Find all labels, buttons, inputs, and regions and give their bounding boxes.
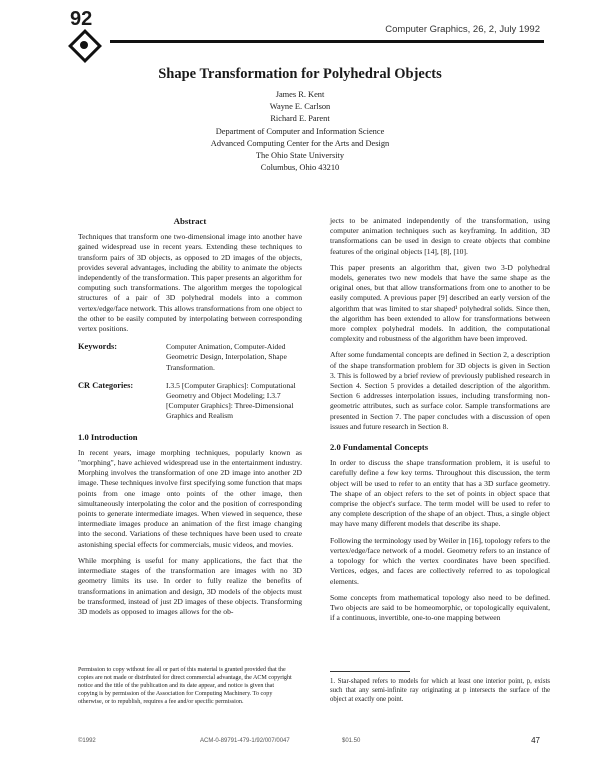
cr-categories-label: CR Categories: [78, 380, 134, 390]
abstract-text: Techniques that transform one two-dimensional image into another have gained widespread use in recent years. Extending these techniques to transform pairs of 3D objects, as opposed to 2D images of the objects, provides several advantages, including the ability to animate the objects independently of the transformation. This paper presents an algorithm for computing such transformations. The algorithm merges the topological structures of a pair of 3D polyhedral models into a common vertex/edge/face network. This allows transformations from one object to the other to be easily computed by interpolating between corresponding vertex positions. [78, 232, 302, 334]
cr-categories-row [78, 381, 302, 422]
author-name: Richard E. Parent [270, 114, 330, 124]
copyright-notice: Permission to copy without fee all or part of this material is granted provided that the copies are not made or distributed for direct commercial advantage, the ACM copyright notice and the title of the publication and its date appear, and notice is given that copying is by permission of the Association for Computing Machinery. To copy otherwise, or to republish, requires a fee and/or specific permission. [78, 667, 292, 705]
body-paragraph: jects to be animated independently of the transformation, using computer animation techniques such as keyframing. In addition, 3D transformations can be used in design to create objects that combine features of the original objects [14], [8], [10]. [330, 216, 550, 256]
author-block [0, 89, 600, 174]
section-2-heading: 2.0 Fundamental Concepts [330, 442, 429, 453]
intro-paragraph: In recent years, image morphing techniques, popularly known as "morphing", have achieved widespread use in the entertainment industry. Morphing involves the transformation of one 2D image into another 2D image. These techniques involve first specifying some function that maps points from one image onto points of the other image, then simultaneously interpolating the color and the position of corresponding points to generate intermediate images. When viewed in sequence, these intermediate images produce an animation of the first image changing into the second. Variations of these techniques have been used to create astonishing special effects for commercials, music videos, and movies. [78, 447, 302, 549]
affiliation-line: Columbus, Ohio 43210 [260, 163, 340, 173]
body-paragraph: This paper presents an algorithm that, given two 3-D polyhedral models, generates two new models that have the same shape as the original ones, but that allow transformations from one to another to be easily computed. A previous paper [9] described an early version of the algorithm that was limited to star shaped¹ polyhedral solids. Since then, the algorithm has been extended to allow for transformations between more complex polyhedral models. In addition, the computational complexity and robustness of the algorithm have been improved. [330, 262, 550, 344]
right-column [330, 216, 550, 629]
header-rule [110, 40, 544, 43]
siggraph-92-logo [62, 8, 104, 64]
logo-number: 92 [70, 8, 93, 30]
footer-isbn: ACM-0-89791-479-1/92/007/0047 [200, 738, 290, 744]
affiliation-line: The Ohio State University [255, 151, 345, 161]
left-column [78, 216, 302, 623]
cr-categories-value: I.3.5 [Computer Graphics]: Computational Geometry and Object Modeling; I.3.7 [Computer Graphics]: Three-Dimensional Graphics and Realism [166, 380, 296, 421]
intro-paragraph: While morphing is useful for many applications, the fact that the intermediate stages of the transformation are images with no 3D geometry limits its use. In order to fully realize the benefits of transformations in animation and design, 3D models of the objects must be transformed, instead of just 2D images of these objects. Transforming 3D models as opposed to images allows for the ob- [78, 555, 302, 616]
body-paragraph: In order to discuss the shape transformation problem, it is useful to carefully define a few key terms. Throughout this discussion, the term object will be used to refer to an entity that has a 3D surface geometry. The shape of an object refers to the set of points in object space that comprise the object's surface. The term model will be used to refer to any complete description of the shape of an object. Thus, a single object may have many different models that describe its shape. [330, 458, 550, 529]
body-paragraph: Following the terminology used by Weiler in [16], topology refers to the vertex/edge/face network of a model. Geometry refers to an instance of a topology for which the vertex coordinates have been specified. Vertices, edges, and faces are collectively referred to as topological elements. [330, 535, 550, 586]
body-paragraph: Some concepts from mathematical topology also need to be defined. Two objects are said to be homeomorphic, or topologically equivalent, if a continuous, invertible, one-to-one mapping between [330, 592, 550, 623]
journal-header: Computer Graphics, 26, 2, July 1992 [385, 24, 540, 35]
footnote-rule [330, 671, 410, 672]
footer-copyright: ©1992 [78, 738, 96, 744]
author-name: James R. Kent [275, 90, 325, 99]
logo-dot-icon [80, 41, 88, 49]
abstract-heading: Abstract [173, 216, 207, 226]
keywords-row [78, 342, 302, 373]
body-paragraph: After some fundamental concepts are defined in Section 2, a description of the shape transformation problem for 3D objects is given in Section 3. This is followed by a brief review of previously published research in Section 4. Section 5 provides a detailed description of the algorithm. Section 6 addresses interpolation issues, including transforming non-geometric attributes, such as surface color. Sample transformations are presented in Section 7. The paper concludes with a discussion of open issues and future research in Section 8. [330, 350, 550, 431]
paper-title: Shape Transformation for Polyhedral Objects [158, 66, 442, 82]
keywords-value: Computer Animation, Computer-Aided Geometric Design, Interpolation, Shape Transformation. [166, 342, 287, 372]
footer-price: $01.50 [342, 738, 361, 744]
affiliation-line: Advanced Computing Center for the Arts and Design [210, 138, 390, 148]
keywords-label: Keywords: [78, 342, 118, 352]
affiliation-line: Department of Computer and Information Science [215, 126, 385, 136]
footnote: 1. Star-shaped refers to models for which at least one interior point, p, exists such that any semi-infinite ray originating at p intersects the surface of the object at exactly one point. [330, 678, 550, 703]
page-number: 47 [531, 736, 540, 745]
intro-heading: 1.0 Introduction [78, 431, 138, 442]
author-name: Wayne E. Carlson [269, 102, 331, 112]
